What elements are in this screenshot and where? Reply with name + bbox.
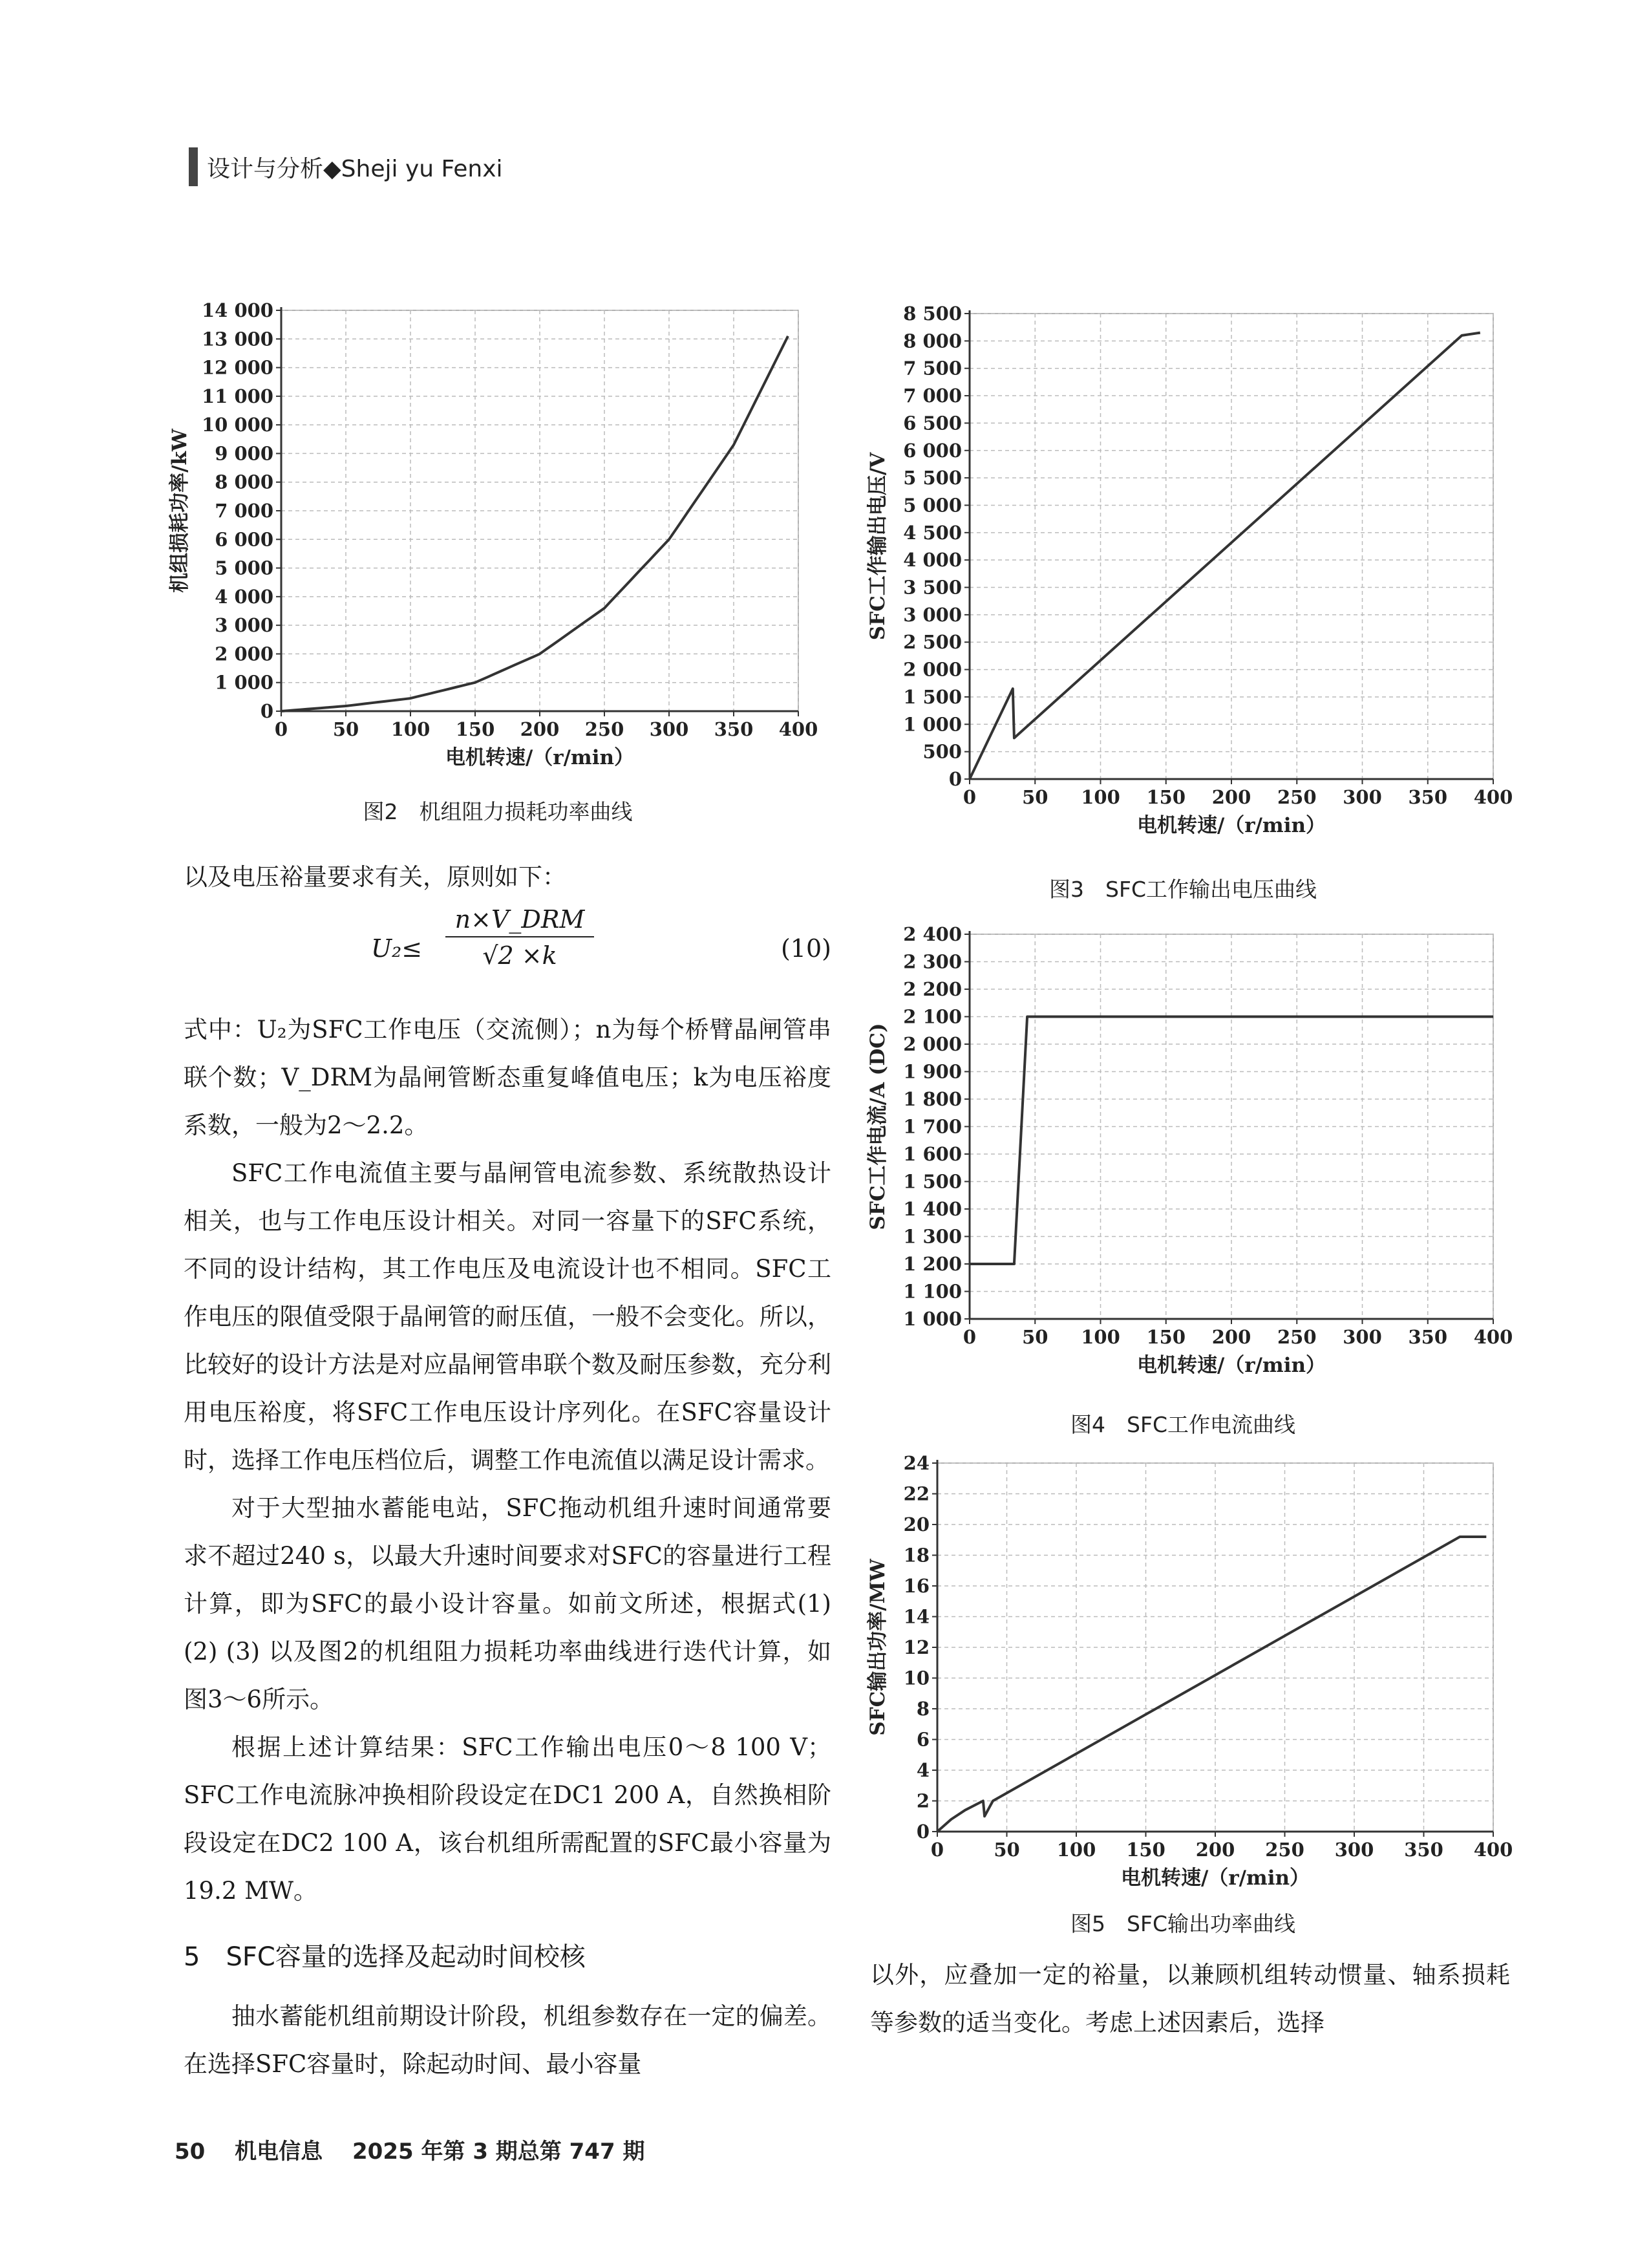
- section-heading: 5 SFC容量的选择及起动时间校核: [184, 1942, 586, 1972]
- figure-2-caption: 图2 机组阻力损耗功率曲线: [363, 799, 633, 824]
- y-axis-label: SFC工作电流/A (DC): [866, 1023, 889, 1230]
- x-tick-label: 300: [1343, 1326, 1382, 1348]
- y-tick-label: 8 500: [903, 303, 962, 325]
- y-tick-label: 5 000: [215, 557, 273, 579]
- y-tick-label: 2 300: [903, 950, 962, 973]
- x-tick-label: 200: [520, 718, 560, 740]
- y-tick-label: 1 000: [215, 671, 273, 694]
- y-tick-label: 9 000: [215, 442, 273, 465]
- y-tick-label: 6 000: [215, 528, 273, 551]
- paragraph-5: 抽水蓄能机组前期设计阶段，机组参数存在一定的偏差。在选择SFC容量时，除起动时间、最小容量: [184, 2002, 831, 2078]
- y-tick-label: 1 900: [903, 1060, 962, 1083]
- x-tick-label: 0: [963, 1326, 977, 1348]
- left-column-text: [184, 853, 831, 2088]
- journal-name: 机电信息: [235, 2139, 323, 2165]
- paragraph-6: 以外，应叠加一定的裕量，以兼顾机组转动惯量、轴系损耗等参数的适当变化。考虑上述因素后，选择: [870, 1961, 1510, 2037]
- y-tick-label: 18: [903, 1544, 930, 1567]
- x-tick-label: 400: [1473, 786, 1513, 808]
- y-tick-label: 1 500: [903, 685, 962, 708]
- x-tick-label: 400: [1473, 1326, 1513, 1348]
- x-tick-label: 250: [1265, 1839, 1304, 1861]
- x-tick-label: 100: [1056, 1839, 1096, 1861]
- x-tick-label: 100: [1081, 786, 1120, 808]
- figure-5-caption: 图5 SFC输出功率曲线: [1070, 1911, 1295, 1936]
- figure-4: [866, 918, 1513, 1396]
- y-tick-label: 3 500: [903, 576, 962, 599]
- y-tick-label: 7 000: [903, 385, 962, 407]
- y-tick-label: 24: [903, 1452, 930, 1474]
- page-footer: [175, 2134, 666, 2165]
- figure-3-caption: 图3 SFC工作输出电压曲线: [1049, 877, 1317, 902]
- x-tick-label: 150: [1126, 1839, 1165, 1861]
- header-marker-bar: [189, 147, 198, 186]
- x-tick-label: 250: [1277, 1326, 1317, 1348]
- x-tick-label: 0: [963, 786, 977, 808]
- y-tick-label: 8: [916, 1698, 930, 1720]
- x-tick-label: 50: [994, 1839, 1020, 1861]
- y-tick-label: 11 000: [202, 385, 273, 407]
- x-tick-label: 150: [1146, 786, 1186, 808]
- y-tick-label: 1 000: [903, 713, 962, 736]
- y-tick-label: 1 200: [903, 1253, 962, 1275]
- page-number: 50: [175, 2139, 206, 2165]
- y-tick-label: 2 500: [903, 631, 962, 654]
- y-tick-label: 2 200: [903, 978, 962, 1000]
- y-tick-label: 500: [922, 740, 962, 763]
- paragraph-3: 对于大型抽水蓄能电站，SFC拖动机组升速时间通常要求不超过240 s，以最大升速时间要求对SFC的容量进行工程计算，即为SFC的最小设计容量。如前文所述，根据式(1) (2) (3) 以及图2的机组阻力损耗功率曲线进行迭代计算，如图3～6所示。: [184, 1494, 831, 1713]
- x-tick-label: 350: [1408, 786, 1448, 808]
- y-tick-label: 8 000: [903, 330, 962, 352]
- paragraph-0: 以及电压裕量要求有关，原则如下：: [184, 863, 566, 891]
- figure-2: [168, 294, 840, 773]
- chart-fig4: [866, 918, 1513, 1396]
- figure-3: [866, 297, 1513, 866]
- equation-denominator: √2 ×k: [482, 941, 557, 970]
- y-tick-label: 4 000: [903, 549, 962, 572]
- x-tick-label: 200: [1211, 1326, 1251, 1348]
- header-title: 设计与分析◆Sheji yu Fenxi: [207, 155, 503, 182]
- y-axis-label: SFC工作输出电压/V: [866, 452, 889, 641]
- y-tick-label: 10: [903, 1667, 930, 1689]
- x-axis-label: 电机转速/（r/min）: [445, 746, 635, 769]
- y-tick-label: 6 000: [903, 439, 962, 462]
- x-tick-label: 300: [1334, 1839, 1374, 1861]
- x-tick-label: 400: [778, 718, 818, 740]
- equation-fraction: [445, 905, 594, 970]
- x-tick-label: 50: [332, 718, 359, 740]
- y-tick-label: 14 000: [202, 299, 273, 321]
- equation-10: [184, 905, 831, 1002]
- x-tick-label: 100: [390, 718, 431, 740]
- y-tick-label: 2: [916, 1790, 930, 1812]
- x-axis-label: 电机转速/（r/min）: [1120, 1867, 1310, 1890]
- x-tick-label: 350: [714, 718, 754, 740]
- x-tick-label: 350: [1404, 1839, 1443, 1861]
- y-tick-label: 22: [903, 1482, 930, 1505]
- y-tick-label: 13 000: [202, 328, 273, 350]
- y-tick-label: 7 000: [215, 500, 273, 522]
- x-tick-label: 300: [1343, 786, 1382, 808]
- equation-lhs: U₂≤: [371, 934, 423, 963]
- y-tick-label: 1 600: [903, 1143, 962, 1165]
- y-tick-label: 20: [903, 1514, 930, 1535]
- y-tick-label: 7 500: [903, 357, 962, 380]
- y-tick-label: 0: [916, 1821, 930, 1843]
- y-tick-label: 1 500: [903, 1170, 962, 1193]
- x-tick-label: 300: [649, 718, 689, 740]
- y-tick-label: 1 700: [903, 1115, 962, 1138]
- x-tick-label: 200: [1211, 786, 1251, 808]
- y-tick-label: 5 500: [903, 467, 962, 489]
- y-tick-label: 3 000: [215, 614, 273, 637]
- y-tick-label: 4 000: [215, 585, 273, 608]
- x-tick-label: 50: [1022, 786, 1048, 808]
- y-tick-label: 12: [903, 1636, 930, 1658]
- right-column-text: [870, 1951, 1510, 2047]
- y-tick-label: 4 500: [903, 521, 962, 544]
- y-tick-label: 2 000: [903, 1033, 962, 1055]
- equation-numerator: n×V_DRM: [445, 905, 594, 937]
- x-tick-label: 250: [1277, 786, 1317, 808]
- running-header: [189, 147, 503, 186]
- x-tick-label: 100: [1081, 1326, 1120, 1348]
- issue-info: 2025 年第 3 期总第 747 期: [352, 2139, 645, 2165]
- x-tick-label: 150: [1146, 1326, 1186, 1348]
- y-tick-label: 2 400: [903, 923, 962, 945]
- paragraph-4: 根据上述计算结果：SFC工作输出电压0～8 100 V；SFC工作电流脉冲换相阶段设定在DC1 200 A，自然换相阶段设定在DC2 100 A，该台机组所需配置的SFC最小容量为19.2 MW。: [184, 1733, 831, 1905]
- y-tick-label: 12 000: [202, 356, 273, 379]
- y-tick-label: 1 000: [903, 1308, 962, 1330]
- y-tick-label: 4: [916, 1759, 930, 1781]
- y-tick-label: 6 500: [903, 412, 962, 434]
- figure-4-caption: 图4 SFC工作电流曲线: [1070, 1412, 1295, 1437]
- x-tick-label: 0: [274, 718, 288, 740]
- y-tick-label: 0: [948, 768, 962, 790]
- x-axis-label: 电机转速/（r/min）: [1136, 814, 1326, 837]
- y-tick-label: 2 100: [903, 1005, 962, 1028]
- y-axis-label: 机组损耗功率/kW: [168, 429, 191, 593]
- y-tick-label: 1 800: [903, 1088, 962, 1110]
- y-axis-label: SFC输出功率/MW: [866, 1559, 889, 1736]
- chart-fig2: [168, 294, 840, 773]
- y-tick-label: 2 000: [215, 643, 273, 665]
- y-tick-label: 0: [260, 700, 273, 722]
- x-tick-label: 150: [455, 718, 495, 740]
- y-tick-label: 1 400: [903, 1198, 962, 1220]
- plot-area: [970, 314, 1493, 779]
- y-tick-label: 5 000: [903, 494, 962, 517]
- y-tick-label: 10 000: [202, 414, 273, 436]
- y-tick-label: 16: [903, 1575, 930, 1597]
- x-tick-label: 200: [1195, 1839, 1235, 1861]
- y-tick-label: 1 300: [903, 1225, 962, 1248]
- x-tick-label: 350: [1408, 1326, 1448, 1348]
- y-tick-label: 14: [903, 1605, 930, 1628]
- figure-5: [866, 1447, 1513, 1899]
- y-tick-label: 2 000: [903, 658, 962, 681]
- x-tick-label: 50: [1022, 1326, 1048, 1348]
- chart-fig5: [866, 1447, 1513, 1899]
- y-tick-label: 8 000: [215, 471, 273, 493]
- x-tick-label: 400: [1473, 1839, 1513, 1861]
- y-tick-label: 3 000: [903, 603, 962, 626]
- y-tick-label: 1 100: [903, 1280, 962, 1303]
- chart-fig3: [866, 297, 1513, 866]
- x-tick-label: 0: [930, 1839, 944, 1861]
- paragraph-1: 式中：U₂为SFC工作电压（交流侧）；n为每个桥臂晶闸管串联个数；V_DRM为晶闸管断态重复峰值电压；k为电压裕度系数，一般为2～2.2。: [184, 1016, 831, 1139]
- x-tick-label: 250: [584, 718, 624, 740]
- equation-number: (10): [780, 934, 831, 963]
- paragraph-2: SFC工作电流值主要与晶闸管电流参数、系统散热设计相关，也与工作电压设计相关。对同一容量下的SFC系统，不同的设计结构，其工作电压及电流设计也不相同。SFC工作电压的限值受限于晶闸管的耐压值，一般不会变化。所以，比较好的设计方法是对应晶闸管串联个数及耐压参数，充分利用电压裕度，将SFC工作电压设计序列化。在SFC容量设计时，选择工作电压档位后，调整工作电流值以满足设计需求。: [184, 1159, 831, 1474]
- y-tick-label: 6: [916, 1728, 930, 1751]
- x-axis-label: 电机转速/（r/min）: [1136, 1354, 1326, 1377]
